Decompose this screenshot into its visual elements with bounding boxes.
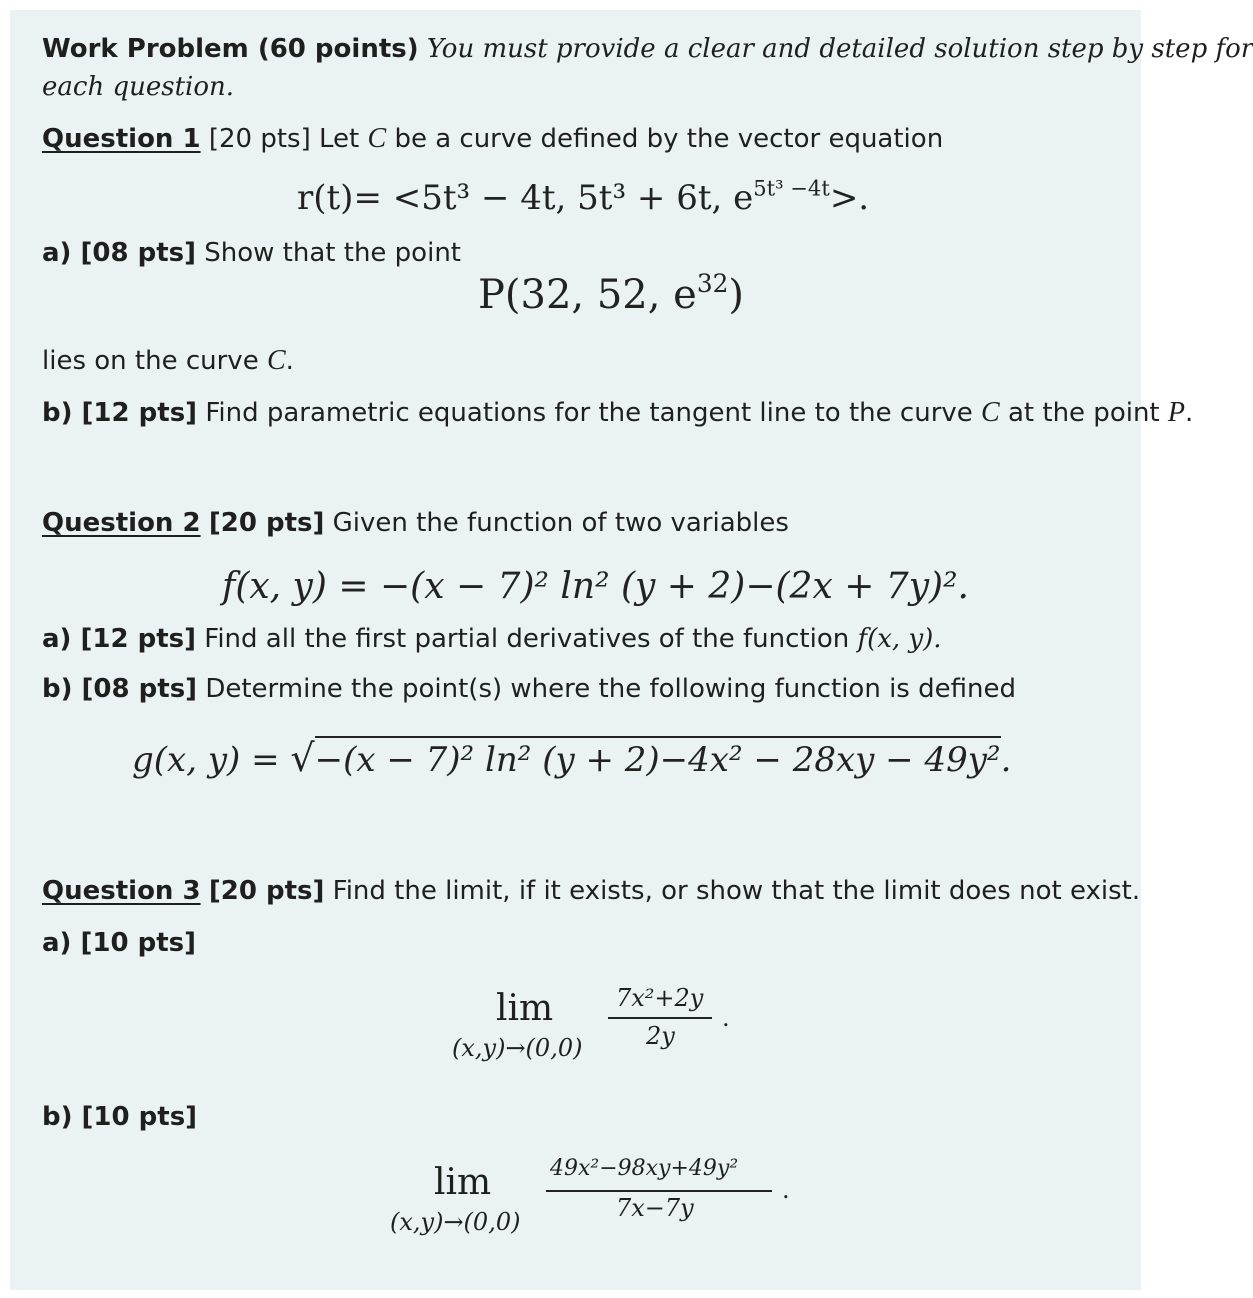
q3b-denominator: 7x−7y [616, 1194, 694, 1222]
q2a-text: Find all the first partial derivatives of the function [204, 624, 850, 654]
q1-heading [42, 122, 943, 156]
q1-point-end: ) [728, 272, 745, 318]
q1-intro: Let [319, 124, 360, 154]
q2-g-radicand: −(x − 7)² ln² (y + 2)−4x² − 28xy − 49y² [315, 736, 1001, 780]
q1a-var-c: C [266, 345, 286, 376]
worksheet [10, 10, 1253, 1290]
q1-points: [20 pts] [208, 124, 311, 154]
q1a-line [42, 238, 461, 269]
q1-eq-main: r(t)= <5t³ − 4t, 5t³ + 6t, e [297, 178, 754, 218]
q2a-label: a) [12 pts] [42, 624, 196, 654]
q1b-label: b) [12 pts] [42, 398, 198, 428]
q3-intro: Find the limit, if it exists, or show that the limit does not exist. [332, 876, 1141, 906]
q1a-line-2 [42, 344, 294, 378]
q3a-lim-subscript: (x,y)→(0,0) [452, 1034, 583, 1062]
q2b-label: b) [08 pts] [42, 674, 198, 704]
q3b-label: b) [10 pts] [42, 1102, 198, 1132]
q3b-fraction-bar [546, 1190, 772, 1192]
q1b-var-p: P [1167, 397, 1185, 428]
q1b-line [42, 396, 1193, 430]
q2a-func: f(x, y). [857, 624, 942, 654]
header-instruction-2: each question. [42, 72, 235, 102]
q1-eq-exponent: 5t³ −4t [753, 175, 830, 201]
q3b-numerator: 49x²−98xy+49y² [550, 1156, 739, 1181]
q3a-fraction-bar [608, 1017, 712, 1019]
q1b-text: Find parametric equations for the tangent line to the curve [205, 398, 973, 428]
q3b-lim: lim [434, 1162, 492, 1203]
q1b-text-mid: at the point [1007, 398, 1160, 428]
q2b-line [42, 674, 1016, 705]
q1-point-main: P(32, 52, e [478, 272, 697, 318]
q2-label: Question 2 [42, 508, 201, 538]
q1b-period: . [1185, 398, 1194, 428]
q3a-denominator: 2y [646, 1022, 675, 1050]
q1-point-p [478, 268, 745, 318]
q1-label: Question 1 [42, 124, 201, 154]
q2-points: [20 pts] [208, 508, 325, 538]
q3b-end: . [782, 1176, 790, 1204]
header-line-1 [42, 34, 1253, 65]
q3-heading [42, 876, 1140, 907]
q1a-text-2: lies on the curve [42, 346, 259, 376]
q3-points: [20 pts] [208, 876, 325, 906]
q2-heading [42, 508, 789, 539]
q2a-line [42, 624, 942, 655]
q1-point-exponent: 32 [696, 268, 729, 298]
q2-function-g [132, 736, 1011, 780]
q3a-lim: lim [496, 988, 554, 1029]
q1-intro-rest: be a curve defined by the vector equation [394, 124, 944, 154]
q3a-end: . [722, 1004, 730, 1032]
q1-eq-end: >. [829, 178, 870, 218]
q2-g-lhs: g(x, y) = [132, 740, 291, 780]
q2-g-end: . [1000, 740, 1012, 780]
q2b-text: Determine the point(s) where the following function is defined [205, 674, 1016, 704]
q3a-numerator: 7x²+2y [616, 984, 704, 1012]
q3-label: Question 3 [42, 876, 201, 906]
q2-intro: Given the function of two variables [332, 508, 789, 538]
q3a-label: a) [10 pts] [42, 928, 196, 958]
q1-var-c: C [367, 123, 387, 154]
header-instruction-1: You must provide a clear and detailed solution step by step for [426, 34, 1253, 64]
q1-vector-equation [297, 175, 870, 218]
header-title: Work Problem (60 points) [42, 34, 419, 64]
q2-function-f: f(x, y) = −(x − 7)² ln² (y + 2)−(2x + 7y)². [222, 566, 969, 607]
q1a-label: a) [08 pts] [42, 238, 196, 268]
q1a-text: Show that the point [204, 238, 461, 268]
q1a-period: . [285, 346, 294, 376]
radical-sign-icon: √ [290, 736, 315, 780]
q3b-lim-subscript: (x,y)→(0,0) [390, 1208, 521, 1236]
q1b-var-c: C [981, 397, 1000, 428]
